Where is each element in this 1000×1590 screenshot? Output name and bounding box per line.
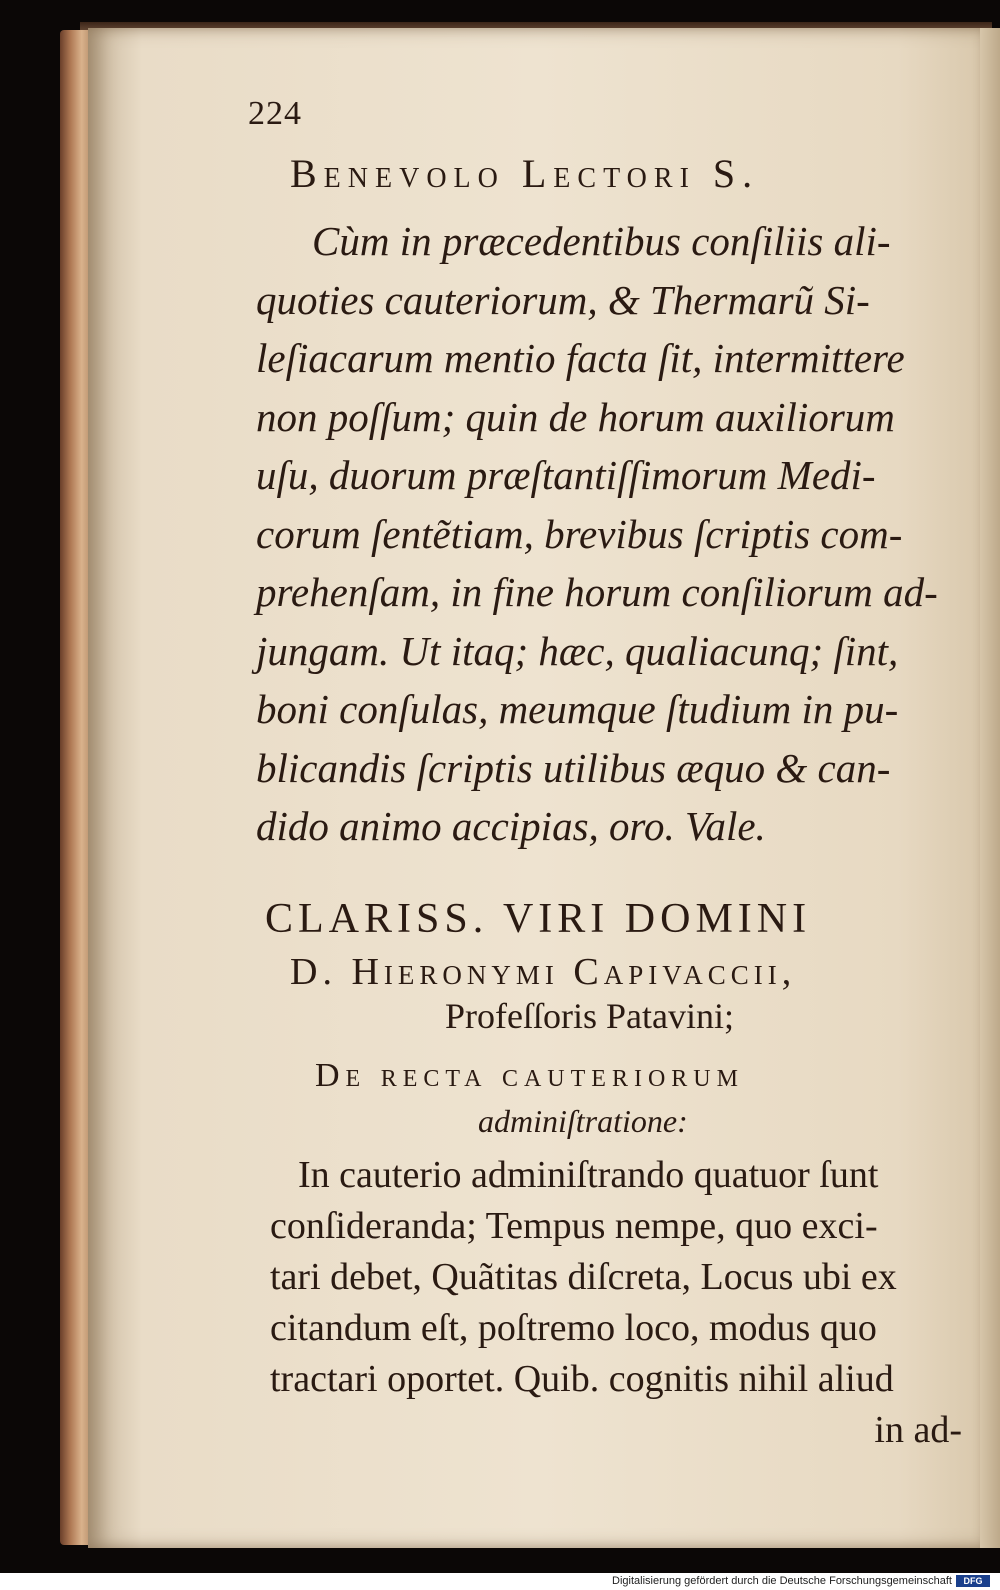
preface-line: non poſſum; quin de horum auxiliorum: [256, 393, 895, 440]
preface-line: boni conſulas, meumque ſtudium in pu-: [256, 686, 899, 732]
page-heading: Benevolo Lectori S.: [290, 151, 760, 196]
preface-line: corum ſentẽtiam, brevibus ſcriptis com-: [256, 510, 903, 557]
body-text: [270, 1150, 970, 1456]
dfg-logo: DFG: [956, 1575, 990, 1587]
body-line: conſideranda; Tempus nempe, quo exci-: [270, 1205, 878, 1247]
preface-line: Cùm in præcedentibus conſiliis ali-: [312, 218, 891, 264]
body-line: tari debet, Quãtitas diſcreta, Locus ubi ex: [270, 1256, 897, 1298]
preface-line: dido animo accipias, oro. Vale.: [256, 803, 766, 849]
preface-line: quoties cauteriorum, & Thermarũ Si-: [256, 276, 870, 323]
page-number: 224: [248, 95, 302, 132]
preface-text: [256, 212, 956, 856]
footer-credit: Digitalisierung gefördert durch die Deutsche Forschungsgemeinschaft: [612, 1575, 952, 1587]
catchword: in ad-: [874, 1409, 962, 1451]
body-line: In cauterio adminiſtrando quatuor ſunt: [298, 1154, 879, 1196]
page-gutter: [980, 28, 1000, 1548]
section-title-line2: D. Hieronymi Capivaccii,: [290, 951, 797, 993]
section-subtitle-line2: adminiſtratione:: [478, 1103, 688, 1139]
preface-line: jungam. Ut itaq; hæc, qualiacunq; ſint,: [256, 627, 899, 674]
body-line: citandum eſt, poſtremo loco, modus quo: [270, 1307, 877, 1349]
body-line: tractari oportet. Quib. cognitis nihil aliud: [270, 1358, 894, 1400]
preface-line: uſu, duorum præſtantiſſimorum Medi-: [256, 452, 876, 498]
section-title-line3: Profeſſoris Patavini;: [445, 996, 734, 1036]
preface-line: prehenſam, in fine horum conſiliorum ad-: [256, 569, 938, 615]
preface-line: leſiacarum mentio facta ſit, intermittere: [256, 335, 905, 381]
section-title-line1: CLARISS. VIRI DOMINI: [265, 896, 812, 942]
section-subtitle-line1: De recta cauteriorum: [315, 1057, 744, 1094]
preface-line: blicandis ſcriptis utilibus æquo & can-: [256, 744, 891, 791]
